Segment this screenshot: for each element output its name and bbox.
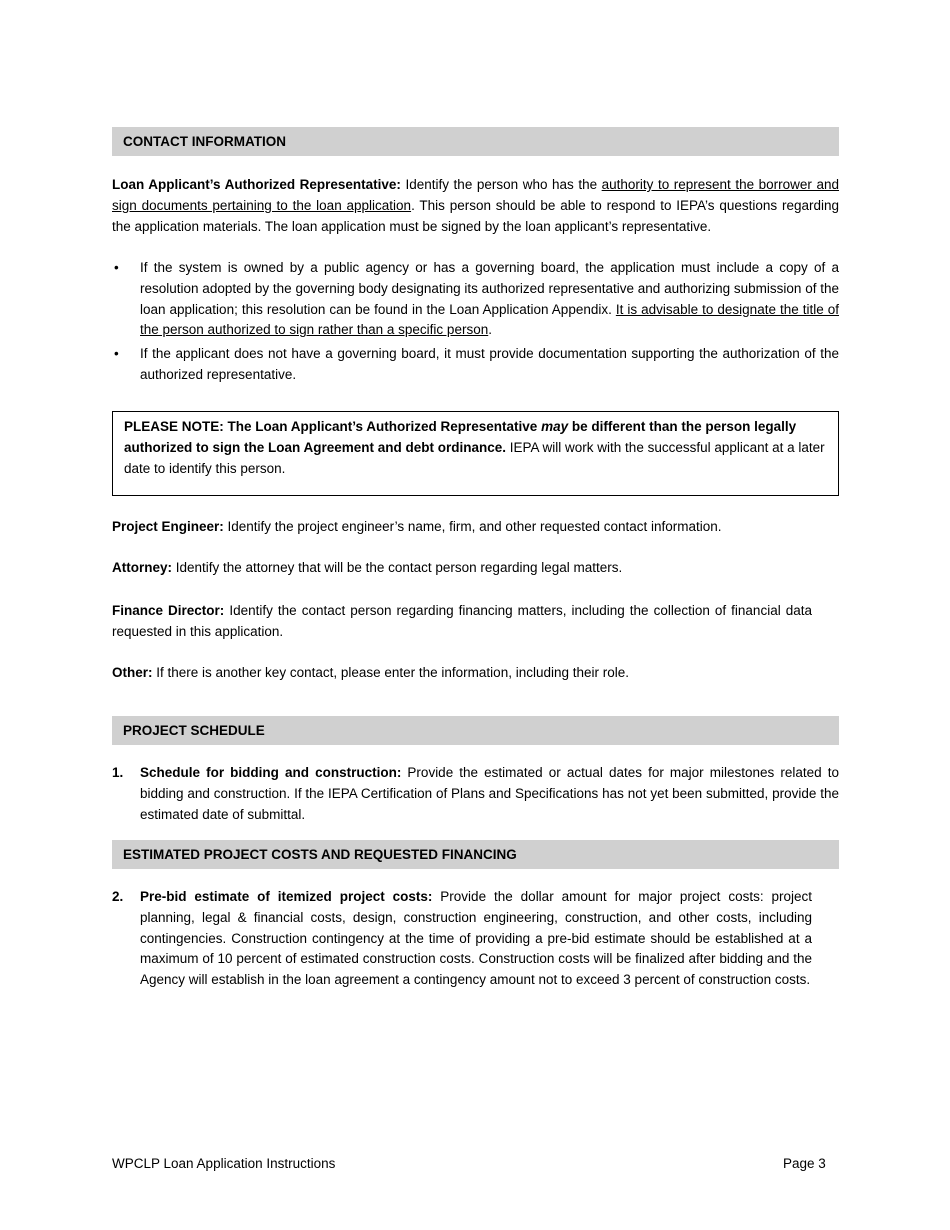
- finance-text: Identify the contact person regarding financing matters, including the collection of financial data requested in this application.: [112, 603, 813, 639]
- other-label: Other:: [112, 665, 153, 680]
- finance-label: Finance Director:: [112, 603, 225, 618]
- representative-bullet-list: [112, 258, 839, 389]
- list-item: [112, 344, 839, 386]
- note-italic-text: may: [541, 419, 569, 434]
- rep-pre-text: Identify the person who has the: [400, 177, 602, 192]
- authorized-representative-paragraph: [112, 175, 839, 237]
- engineer-text: Identify the project engineer’s name, firm, and other requested contact information.: [223, 519, 722, 534]
- costs-label: Pre-bid estimate of itemized project costs:: [140, 889, 433, 904]
- bullet-icon: •: [114, 260, 119, 275]
- project-engineer-paragraph: [112, 517, 839, 538]
- note-bold-text-2: be different than the person legally authorized to sign the Loan Agreement and debt ordinance.: [124, 419, 797, 455]
- bullet2-text: If the applicant does not have a governing board, it must provide documentation supporting the authorization of the authorized representative.: [140, 346, 839, 382]
- note-bold-text-1: PLEASE NOTE: The Loan Applicant’s Authorized Representative: [124, 419, 542, 434]
- footer-page-number: Page 3: [783, 1156, 826, 1171]
- other-paragraph: [112, 663, 839, 684]
- footer-document-title: WPCLP Loan Application Instructions: [112, 1156, 336, 1171]
- engineer-label: Project Engineer:: [112, 519, 224, 534]
- schedule-text: Provide the estimated or actual dates for major milestones related to bidding and construction. If the IEPA Certification of Plans and Specifications has not yet been submitted, provide the estimated date of submittal.: [140, 765, 839, 822]
- estimated-costs-heading: ESTIMATED PROJECT COSTS AND REQUESTED FINANCING: [112, 840, 839, 869]
- attorney-label: Attorney:: [112, 560, 172, 575]
- please-note-box: [112, 411, 839, 496]
- costs-text: Provide the dollar amount for major project costs: project planning, legal & financial costs, design, construction engineering, construction, and other costs, including contingencies. Construction contingency at the time of providing a pre-bid estimate should be established at a maximum of 10 percent of estimated construction costs. Construction costs will be finalized after bidding and the Agency will establish in the loan agreement a contingency amount not to exceed 3 percent of construction costs.: [140, 889, 813, 988]
- finance-director-paragraph: [112, 601, 812, 643]
- project-schedule-heading: PROJECT SCHEDULE: [112, 716, 839, 745]
- attorney-paragraph: [112, 558, 839, 579]
- list-item: [112, 258, 839, 341]
- bullet1-post-text: .: [488, 322, 492, 338]
- schedule-item: [112, 763, 839, 825]
- rep-label: Loan Applicant’s Authorized Representative:: [112, 177, 401, 192]
- other-text: If there is another key contact, please enter the information, including their role.: [152, 665, 630, 680]
- contact-information-heading: CONTACT INFORMATION: [112, 127, 839, 156]
- item-body: [140, 887, 812, 991]
- rep-underlined-text: authority to represent the borrower and sign documents pertaining to the loan application: [112, 177, 840, 213]
- rep-post-text: . This person should be able to respond to IEPA’s questions regarding the application materials. The loan application must be signed by the loan applicant’s representative.: [112, 197, 839, 234]
- bullet-icon: •: [114, 346, 119, 362]
- schedule-label: Schedule for bidding and construction:: [140, 765, 402, 780]
- item-number: 1.: [112, 765, 124, 780]
- note-text: IEPA will work with the successful applicant at a later date to identify this person.: [124, 439, 825, 476]
- attorney-text: Identify the attorney that will be the contact person regarding legal matters.: [172, 560, 623, 575]
- item-body: [140, 763, 839, 825]
- costs-item: [112, 887, 812, 991]
- item-number: 2.: [112, 889, 124, 904]
- bullet1-pre-text: If the system is owned by a public agency or has a governing board, the application must include a copy of a resolution adopted by the governing body designating its authorized representative and authorizing submission of the loan application; this resolution can be found in the Loan Application Appendix.: [140, 260, 839, 317]
- bullet1-underlined-text: It is advisable to designate the title of the person authorized to sign rather than a specific person: [140, 301, 840, 338]
